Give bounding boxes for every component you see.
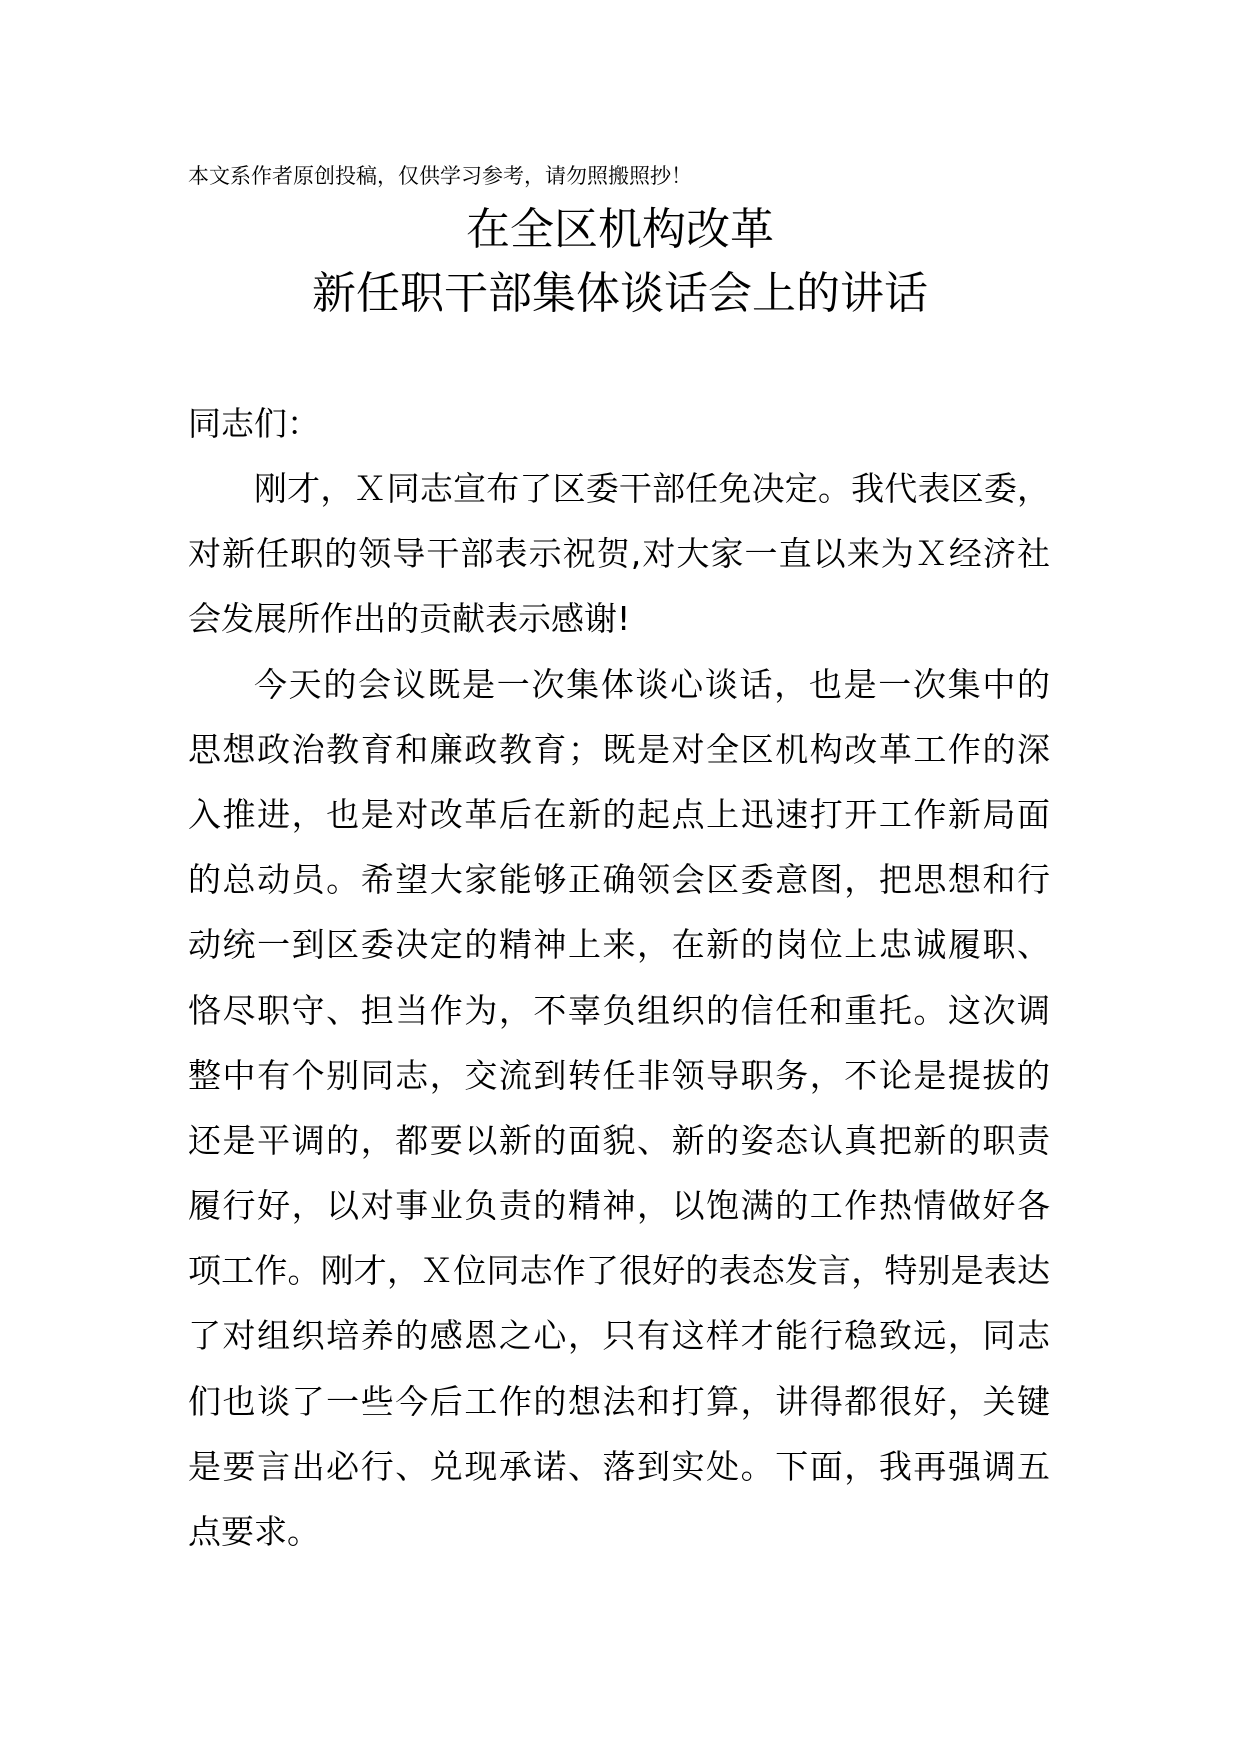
salutation: 同志们： [188,404,320,443]
text-line: 项工作。刚才，Ｘ位同志作了很好的表态发言，特别是表达 [188,1251,1050,1291]
text-line: 会发展所作出的贡献表示感谢! [188,599,631,639]
text-line: 还是平调的，都要以新的面貌、新的姿态认真把新的职责 [188,1120,1050,1160]
text-line: 对新任职的领导干部表示祝贺,对大家一直以来为Ｘ经济社 [188,534,1050,574]
paragraph-1 [188,467,1050,663]
text-line: 整中有个别同志，交流到转任非领导职务，不论是提拔的 [188,1055,1050,1095]
text-line: 的总动员。希望大家能够正确领会区委意图，把思想和行 [188,860,1050,900]
document-title-line-2: 新任职干部集体谈话会上的讲话 [312,268,928,319]
document-body [188,467,1050,1575]
text-line: 恪尽职守、担当作为，不辜负组织的信任和重托。这次调 [188,990,1050,1030]
paragraph-2 [188,663,1050,1576]
text-line: 了对组织培养的感恩之心，只有这样才能行稳致远，同志 [188,1316,1050,1356]
text-line: 动统一到区委决定的精神上来，在新的岗位上忠诚履职、 [188,925,1050,965]
copyright-note: 本文系作者原创投稿，仅供学习参考，请勿照搬照抄！ [188,164,692,188]
text-line: 今天的会议既是一次集体谈心谈话，也是一次集中的 [254,664,1050,704]
text-line: 刚才，Ｘ同志宣布了区委干部任免决定。我代表区委， [254,469,1050,508]
text-line: 点要求。 [188,1512,320,1551]
text-line: 履行好，以对事业负责的精神，以饱满的工作热情做好各 [188,1186,1050,1226]
document-title-line-1: 在全区机构改革 [466,204,774,255]
text-line: 入推进，也是对改革后在新的起点上迅速打开工作新局面 [188,794,1050,834]
text-line: 们也谈了一些今后工作的想法和打算，讲得都很好，关键 [188,1381,1050,1421]
text-line: 是要言出必行、兑现承诺、落到实处。下面，我再强调五 [188,1446,1050,1486]
text-line: 思想政治教育和廉政教育；既是对全区机构改革工作的深 [188,729,1050,769]
